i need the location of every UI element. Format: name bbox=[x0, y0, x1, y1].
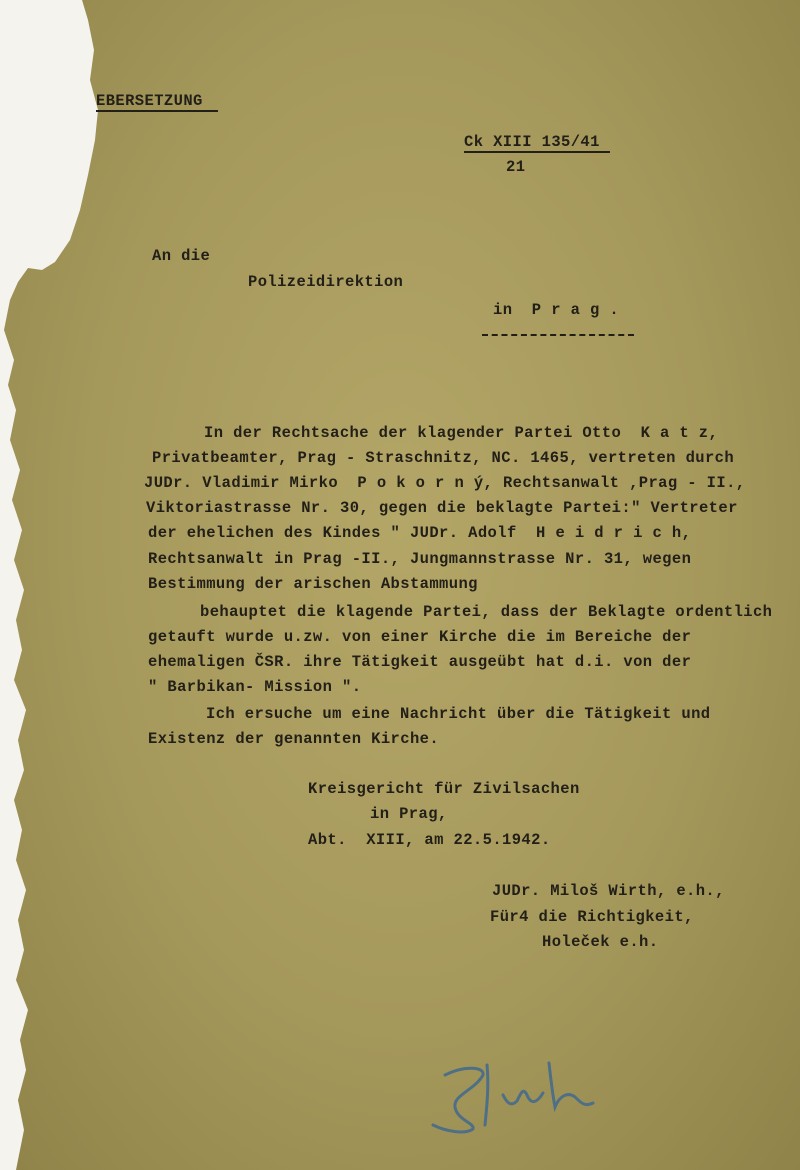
body-line: der ehelichen des Kindes " JUDr. Adolf H e i d r i c h, bbox=[148, 524, 692, 542]
body-line: " Barbikan- Mission ". bbox=[148, 678, 362, 696]
court-date: Abt. XIII, am 22.5.1942. bbox=[308, 831, 551, 849]
body-line: Privatbeamter, Prag - Straschnitz, NC. 1465, vertreten durch bbox=[152, 449, 735, 467]
body-line: JUDr. Vladimir Mirko P o k o r n ý, Rechtsanwalt ,Prag - II., bbox=[144, 474, 746, 492]
signoff-clerk: Holeček e.h. bbox=[542, 933, 659, 951]
body-line: Viktoriastrasse Nr. 30, gegen die beklagte Partei:" Vertreter bbox=[146, 499, 738, 517]
body-line: getauft wurde u.zw. von einer Kirche die im Bereiche der bbox=[148, 628, 692, 646]
body-line: Bestimmung der arischen Abstammung bbox=[148, 575, 478, 593]
page-number: 21 bbox=[506, 158, 526, 176]
address-dash-rule bbox=[482, 334, 634, 336]
body-line: ehemaligen ČSR. ihre Tätigkeit ausgeübt hat d.i. von der bbox=[148, 653, 692, 671]
address-recipient: Polizeidirektion bbox=[248, 273, 404, 291]
body-line: Existenz der genannten Kirche. bbox=[148, 730, 440, 748]
reference-underline bbox=[464, 151, 610, 153]
translation-label: EBERSETZUNG bbox=[96, 92, 203, 110]
body-line: Rechtsanwalt in Prag -II., Jungmannstrasse Nr. 31, wegen bbox=[148, 550, 692, 568]
address-line-1: An die bbox=[152, 247, 211, 265]
court-name: Kreisgericht für Zivilsachen bbox=[308, 780, 580, 798]
signoff-name: JUDr. Miloš Wirth, e.h., bbox=[492, 882, 725, 900]
address-city: in P r a g . bbox=[493, 301, 620, 319]
torn-edge-decoration bbox=[0, 0, 120, 1170]
court-city: in Prag, bbox=[370, 805, 448, 823]
signoff-certification: Für4 die Richtigkeit, bbox=[490, 908, 694, 926]
reference-number: Ck XIII 135/41 bbox=[464, 133, 600, 151]
body-line: Ich ersuche um eine Nachricht über die Tätigkeit und bbox=[206, 705, 711, 723]
handwritten-signature bbox=[425, 1045, 605, 1135]
body-line: behauptet die klagende Partei, dass der Beklagte ordentlich bbox=[200, 603, 773, 621]
translation-label-underline bbox=[96, 110, 218, 112]
body-line: In der Rechtsache der klagender Partei Otto K a t z, bbox=[204, 424, 719, 442]
